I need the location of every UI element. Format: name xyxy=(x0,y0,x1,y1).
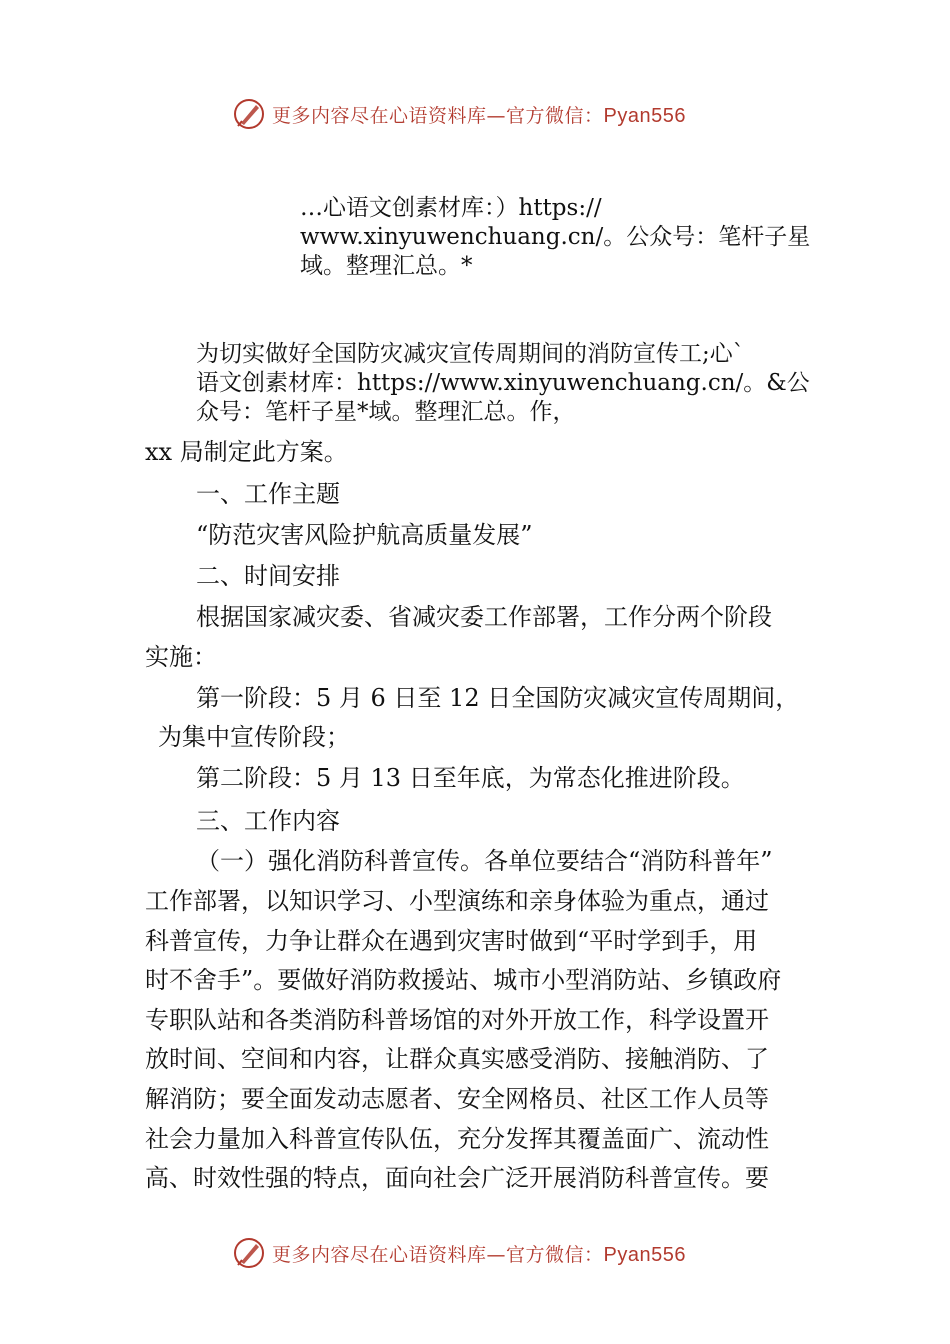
watermark-text: 更多内容尽在心语资料库—官方微信：Pyan556 xyxy=(272,104,686,127)
body-paragraph-line: （一）强化消防科普宣传。各单位要结合“消防科普年” xyxy=(196,847,773,875)
body-paragraph-line: xx 局制定此方案。 xyxy=(145,438,348,466)
body-paragraph-line: 工作部署，以知识学习、小型演练和亲身体验为重点，通过 xyxy=(145,887,769,915)
watermark-banner-bottom xyxy=(232,1233,686,1273)
body-paragraph-line: 社会力量加入科普宣传队伍，充分发挥其覆盖面广、流动性 xyxy=(145,1125,769,1153)
note-line: …心语文创素材库：）https:// xyxy=(300,195,602,221)
quill-pen-logo-icon xyxy=(232,1236,266,1270)
intro-line: 语文创素材库：https://www.xinyuwenchuang.cn/。&公 xyxy=(196,370,810,396)
intro-line: 为切实做好全国防灾减灾宣传周期间的消防宣传工;心` xyxy=(196,341,745,367)
body-paragraph-line: 为集中宣传阶段； xyxy=(158,723,350,751)
body-paragraph-line: 第二阶段：5 月 13 日至年底，为常态化推进阶段。 xyxy=(196,764,745,792)
body-paragraph-line: 高、时效性强的特点，面向社会广泛开展消防科普宣传。要 xyxy=(145,1164,769,1192)
body-paragraph-line: 科普宣传，力争让群众在遇到灾害时做到“平时学到手，用 xyxy=(145,927,758,955)
body-paragraph-line: 根据国家减灾委、省减灾委工作部署，工作分两个阶段 xyxy=(196,603,772,631)
section-heading: 一、工作主题 xyxy=(196,480,340,508)
watermark-banner-top xyxy=(232,94,686,134)
section-heading: 二、时间安排 xyxy=(196,562,340,590)
section-heading: 三、工作内容 xyxy=(196,807,340,835)
body-paragraph-line: 实施： xyxy=(145,643,217,671)
theme-slogan: “防范灾害风险护航高质量发展” xyxy=(196,521,533,549)
body-paragraph-line: 专职队站和各类消防科普场馆的对外开放工作，科学设置开 xyxy=(145,1006,769,1034)
body-paragraph-line: 时不舍手”。要做好消防救援站、城市小型消防站、乡镇政府 xyxy=(145,966,782,994)
note-line: 域。整理汇总。* xyxy=(300,253,473,279)
body-paragraph-line: 放时间、空间和内容，让群众真实感受消防、接触消防、了 xyxy=(145,1045,769,1073)
body-paragraph-line: 解消防；要全面发动志愿者、安全网格员、社区工作人员等 xyxy=(145,1085,769,1113)
intro-line: 众号：笔杆子星*域。整理汇总。作， xyxy=(196,399,576,425)
watermark-text: 更多内容尽在心语资料库—官方微信：Pyan556 xyxy=(272,1243,686,1266)
note-line: www.xinyuwenchuang.cn/。公众号：笔杆子星 xyxy=(300,224,811,250)
quill-pen-logo-icon xyxy=(232,97,266,131)
body-paragraph-line: 第一阶段：5 月 6 日至 12 日全国防灾减灾宣传周期间， xyxy=(196,684,800,712)
